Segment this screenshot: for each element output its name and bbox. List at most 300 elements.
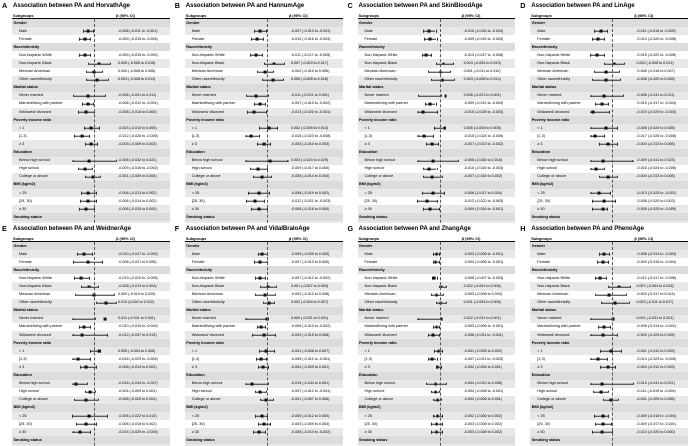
ci-arrow-left-icon	[590, 318, 592, 320]
point-estimate-marker	[605, 78, 608, 81]
estimate-cell: -0.015 (-0.022 to -0.008)	[636, 52, 676, 57]
point-estimate-marker	[85, 111, 88, 114]
subgroup-label: Below high school	[191, 158, 223, 163]
point-estimate-marker	[605, 127, 608, 130]
ci-cap	[620, 78, 621, 81]
subgroup-label: [1,3)	[19, 356, 27, 361]
forest-row	[530, 140, 688, 148]
point-estimate-marker	[96, 78, 99, 81]
panel-header	[2, 224, 171, 234]
forest-rows	[530, 242, 688, 446]
ci-cap	[273, 399, 274, 402]
ci-cap	[85, 143, 86, 146]
subgroup-group-label: Race/ethnicity	[13, 44, 40, 49]
ci-cap	[595, 423, 596, 426]
subgroup-label: Other race/ethnicity	[537, 300, 571, 305]
estimate-cell: -0.005 (-0.022 to 0.013)	[118, 413, 157, 418]
forest-row	[185, 68, 343, 76]
estimate-cell: -0.006 (-0.021 to 0.011)	[118, 93, 157, 98]
panel-body	[185, 234, 343, 446]
subgroup-label: < 1	[19, 125, 25, 130]
forest-row	[530, 173, 688, 181]
subgroup-group-row	[358, 307, 516, 315]
estimate-cell: -0.002 (-0.010 to 0.006)	[290, 69, 330, 74]
subgroup-label: Other race/ethnicity	[19, 300, 52, 305]
ci-cap	[87, 382, 88, 385]
subgroup-label: Non-hispanic Black	[19, 61, 52, 66]
confidence-interval-line	[417, 112, 436, 113]
point-estimate-marker	[263, 293, 266, 296]
ci-cap	[592, 208, 593, 211]
subgroup-label: Non-hispanic Black	[537, 284, 570, 289]
forest-row	[12, 189, 170, 197]
subgroup-label: Married/living with partner	[191, 101, 236, 106]
subgroup-group-label: Smoking status	[531, 437, 561, 442]
forest-row	[12, 92, 170, 100]
ci-cap	[92, 253, 93, 256]
ci-cap	[268, 366, 269, 369]
forest-row	[12, 132, 170, 140]
ci-cap	[257, 326, 258, 329]
forest-row	[12, 347, 170, 355]
subgroup-label: Never married	[19, 316, 44, 321]
column-header	[530, 11, 688, 19]
estimate-cell: -0.009 (-0.023 to 0.005)	[636, 332, 675, 337]
point-estimate-marker	[597, 358, 600, 361]
ci-cap	[271, 176, 272, 179]
point-estimate-marker	[602, 261, 605, 264]
forest-rows	[358, 19, 516, 223]
ci-cap	[599, 176, 600, 179]
forest-row	[12, 68, 170, 76]
ci-cap	[84, 127, 85, 130]
column-header-beta: β (95% CI)	[634, 13, 654, 18]
panel-header	[348, 1, 517, 11]
panel-d	[518, 0, 691, 223]
estimate-cell: -0.003 (-0.015 to 0.008)	[290, 332, 330, 337]
subgroup-group-row	[530, 404, 688, 412]
ci-cap	[633, 382, 634, 385]
point-estimate-marker	[81, 135, 84, 138]
forest-row	[185, 132, 343, 140]
forest-row	[530, 315, 688, 323]
point-estimate-marker	[256, 167, 259, 170]
ci-cap	[268, 95, 269, 98]
point-estimate-marker	[81, 334, 84, 337]
ci-cap	[86, 70, 87, 73]
forest-row	[12, 197, 170, 205]
forest-row	[358, 299, 516, 307]
forest-row	[530, 299, 688, 307]
subgroup-group-row	[358, 181, 516, 189]
ci-cap	[608, 261, 609, 264]
confidence-interval-line	[245, 383, 268, 384]
subgroup-label: Non-hispanic White	[364, 52, 398, 57]
subgroup-label: ≥ 30	[19, 206, 27, 211]
ci-cap	[92, 167, 93, 170]
subgroup-group-row	[12, 339, 170, 347]
ci-cap	[90, 54, 91, 57]
ci-cap	[441, 366, 442, 369]
subgroup-group-row	[12, 372, 170, 380]
panel-body	[358, 234, 516, 446]
ci-arrow-left-icon	[245, 160, 247, 162]
estimate-cell: 0.012 (0.002 to 0.022)	[118, 300, 155, 305]
ci-cap	[598, 326, 599, 329]
column-header	[185, 11, 343, 19]
point-estimate-marker	[601, 382, 604, 385]
ci-cap	[77, 253, 78, 256]
forest-row	[12, 250, 170, 258]
point-estimate-marker	[596, 54, 599, 57]
point-estimate-marker	[425, 54, 428, 57]
subgroup-label: Married/living with partner	[19, 101, 63, 106]
point-estimate-marker	[423, 135, 426, 138]
ci-cap	[436, 30, 437, 33]
forest-row	[358, 428, 516, 436]
subgroup-group-row	[358, 84, 516, 92]
ci-arrow-left-icon	[417, 111, 419, 113]
ci-cap	[608, 285, 609, 288]
subgroup-group-label: Race/ethnicity	[186, 44, 213, 49]
subgroup-label: Non-hispanic White	[537, 275, 571, 280]
subgroup-group-row	[185, 213, 343, 221]
subgroup-label: [25, 30)	[19, 421, 32, 426]
subgroup-group-row	[530, 242, 688, 250]
ci-cap	[74, 135, 75, 138]
subgroup-label: Mexican American	[191, 69, 223, 74]
forest-row	[358, 140, 516, 148]
point-estimate-marker	[607, 175, 610, 178]
forest-row	[12, 363, 170, 371]
forest-row	[530, 132, 688, 140]
confidence-interval-line	[590, 96, 623, 97]
point-estimate-marker	[272, 62, 275, 65]
forest-row	[185, 347, 343, 355]
point-estimate-marker	[602, 415, 605, 418]
point-estimate-marker	[601, 103, 604, 106]
forest-row	[358, 165, 516, 173]
estimate-cell: 0.002 (-0.008 to 0.012)	[636, 61, 674, 66]
subgroup-group-label: Race/ethnicity	[186, 267, 213, 272]
ci-cap	[600, 350, 601, 353]
ci-cap	[441, 95, 442, 98]
ci-cap	[250, 167, 251, 170]
estimate-cell: -0.009 (-0.016 to -0.002)	[118, 166, 158, 171]
subgroup-label: [25, 30)	[19, 198, 32, 203]
column-header-beta: β (95% CI)	[288, 236, 308, 241]
estimate-cell: -0.007 (-0.012 to -0.002)	[290, 275, 331, 280]
ci-cap	[105, 95, 106, 98]
point-estimate-marker	[88, 159, 91, 162]
point-estimate-marker	[436, 366, 439, 369]
ci-cap	[603, 399, 604, 402]
forest-row	[530, 68, 688, 76]
ci-cap	[102, 261, 103, 264]
estimate-cell: -0.007 (-0.011 to -0.003)	[463, 356, 503, 361]
estimate-cell: 0.003 (-0.011 to 0.017)	[636, 300, 674, 305]
confidence-interval-line	[595, 294, 626, 295]
estimate-cell: 0.011 (-0.031 to 0.001)	[118, 316, 156, 321]
estimate-cell: -0.007 (-0.013 to -0.002)	[463, 141, 504, 146]
subgroup-label: ≥ 30	[191, 429, 200, 434]
ci-cap	[255, 390, 256, 393]
subgroup-group-label: Marital status	[531, 85, 557, 90]
subgroup-label: College or above	[364, 397, 394, 402]
ci-cap	[259, 127, 260, 130]
subgroup-group-label: Gender	[359, 20, 373, 25]
subgroup-label: Other race/ethnicity	[537, 77, 571, 82]
ci-cap	[434, 350, 435, 353]
ci-arrow-left-icon	[72, 334, 74, 336]
forest-row	[358, 124, 516, 132]
forest-row	[358, 197, 516, 205]
subgroup-group-row	[185, 339, 343, 347]
subgroup-group-row	[12, 43, 170, 51]
subgroup-group-label: Gender	[531, 20, 546, 25]
point-estimate-marker	[104, 317, 107, 320]
ci-cap	[260, 285, 261, 288]
subgroup-group-row	[358, 116, 516, 124]
point-estimate-marker	[431, 358, 434, 361]
forest-row	[185, 157, 343, 165]
forest-row	[185, 282, 343, 290]
column-header-subgroups: Subgroups	[531, 236, 552, 241]
point-estimate-marker	[74, 382, 77, 385]
ci-arrow-left-icon	[417, 318, 419, 320]
estimate-cell: -0.008 (-0.016 to 0.000)	[290, 206, 330, 211]
subgroup-group-row	[530, 19, 688, 27]
subgroup-label: Married/living with partner	[537, 101, 581, 106]
ci-cap	[606, 277, 607, 280]
subgroup-label: Mexican American	[191, 292, 223, 297]
ci-cap	[442, 431, 443, 434]
confidence-interval-line	[590, 319, 613, 320]
subgroup-label: Male	[19, 251, 28, 256]
subgroup-label: < 1	[364, 125, 370, 130]
estimate-cell: -0.005 (-0.014 to 0.004)	[290, 174, 330, 179]
ci-cap	[73, 95, 74, 98]
ci-cap	[257, 70, 258, 73]
subgroup-group-label: Education	[13, 150, 32, 155]
ci-cap	[262, 78, 263, 81]
subgroup-group-label: Race/ethnicity	[359, 267, 385, 272]
subgroup-group-label: Education	[531, 150, 551, 155]
subgroup-label: Non-hispanic Black	[537, 61, 570, 66]
zero-reference-line	[612, 19, 613, 223]
point-estimate-marker	[85, 208, 88, 211]
panel-f	[173, 223, 346, 446]
ci-cap	[255, 277, 256, 280]
point-estimate-marker	[98, 350, 101, 353]
estimate-cell: -0.008 (-0.020 to 0.003)	[636, 198, 675, 203]
subgroup-group-label: Gender	[13, 243, 27, 248]
estimate-cell: -0.011 (-0.018 to -0.005)	[636, 28, 676, 33]
confidence-interval-line	[418, 96, 440, 97]
estimate-cell: -0.009 (-0.016 to -0.001)	[463, 206, 504, 211]
ci-cap	[422, 192, 423, 195]
panel-letter: E	[2, 224, 7, 233]
subgroup-label: Non-hispanic White	[537, 52, 571, 57]
ci-cap	[453, 62, 454, 65]
subgroup-group-row	[185, 19, 343, 27]
subgroup-label: [25, 30)	[364, 198, 378, 203]
ci-cap	[258, 423, 259, 426]
panel-h	[518, 223, 691, 446]
ci-cap	[434, 127, 435, 130]
point-estimate-marker	[88, 285, 91, 288]
subgroup-label: [1,3)	[364, 133, 373, 138]
column-header	[12, 11, 170, 19]
subgroup-label: Married/living with partner	[364, 101, 408, 106]
forest-row	[12, 315, 170, 323]
subgroup-label: < 1	[364, 348, 370, 353]
ci-arrow-left-icon	[590, 168, 592, 170]
subgroup-label: College or above	[19, 397, 48, 402]
ci-cap	[98, 399, 99, 402]
ci-cap	[99, 127, 100, 130]
ci-cap	[107, 415, 108, 418]
ci-cap	[617, 127, 618, 130]
column-header-subgroups: Subgroups	[185, 13, 207, 18]
ci-cap	[270, 423, 271, 426]
panel-title: Association between PA and VidalBraloAge	[185, 225, 310, 232]
column-header-subgroups: Subgroups	[185, 236, 207, 241]
ci-cap	[431, 423, 432, 426]
estimate-cell: 0.006 (-0.021 to 0.001)	[463, 93, 501, 98]
subgroup-group-row	[12, 242, 170, 250]
subgroup-group-row	[530, 84, 688, 92]
ci-cap	[433, 135, 434, 138]
point-estimate-marker	[253, 200, 256, 203]
forest-row	[358, 157, 516, 165]
subgroup-label: Non-hispanic Black	[364, 284, 398, 289]
point-estimate-marker	[428, 167, 431, 170]
estimate-cell: 0.002 (-0.001 to 0.006)	[463, 284, 501, 289]
subgroup-group-row	[530, 149, 688, 157]
ci-cap	[617, 143, 618, 146]
forest-row	[185, 205, 343, 213]
ci-cap	[590, 54, 591, 57]
panel-body	[530, 11, 688, 223]
column-header-beta: β (95% CI)	[461, 236, 481, 241]
forest-row	[185, 59, 343, 67]
forest-row	[358, 250, 516, 258]
estimate-cell: -0.006 (-0.020 to 0.008)	[636, 77, 675, 82]
estimate-cell: 0.000 (-0.019 to 0.020)	[118, 292, 156, 297]
forest-rows	[12, 242, 170, 446]
ci-cap	[283, 78, 284, 81]
estimate-cell: 0.007 (-0.003 to 0.017)	[290, 61, 329, 66]
subgroup-group-row	[185, 116, 343, 124]
ci-cap	[610, 192, 611, 195]
ci-arrow-left-icon	[590, 334, 592, 336]
subgroup-label: Widowed/ divorced	[191, 109, 224, 114]
subgroup-label: [25, 30)	[537, 198, 551, 203]
subgroup-label: High school	[19, 389, 39, 394]
panel-title: Association between PA and ZhangAge	[358, 225, 471, 232]
zero-reference-line	[440, 19, 441, 223]
panel-letter: C	[347, 1, 353, 10]
confidence-interval-line	[590, 136, 604, 137]
estimate-cell: -0.003 (-0.008 to 0.003)	[463, 292, 503, 297]
ci-cap	[610, 326, 611, 329]
subgroup-label: < 1	[537, 348, 543, 353]
point-estimate-marker	[603, 200, 606, 203]
forest-rows	[530, 19, 688, 223]
column-header-beta: β (95% CI)	[288, 13, 308, 18]
estimate-cell: -0.013 (-0.020 to -0.005)	[118, 275, 158, 280]
estimate-cell: -0.008 (-0.014 to 0.002)	[118, 364, 157, 369]
ci-cap	[601, 301, 602, 304]
column-header	[358, 234, 516, 242]
ci-cap	[264, 200, 265, 203]
subgroup-label: Male	[537, 28, 546, 33]
ci-cap	[623, 95, 624, 98]
subgroup-group-row	[185, 43, 343, 51]
forest-row	[530, 428, 688, 436]
point-estimate-marker	[252, 111, 255, 114]
point-estimate-marker	[434, 390, 437, 393]
estimate-cell: -0.007 (-0.013 to 0.000)	[290, 259, 330, 264]
forest-row	[358, 420, 516, 428]
subgroup-group-label: Smoking status	[359, 437, 388, 442]
ci-cap	[258, 253, 259, 256]
subgroup-group-label: BMI (kg/m2)	[186, 182, 208, 187]
estimate-cell: -0.007 (-0.013 to -0.001)	[290, 28, 331, 33]
subgroup-label: Below high school	[537, 158, 568, 163]
point-estimate-marker	[257, 431, 260, 434]
subgroup-group-label: BMI (kg/m2)	[531, 182, 554, 187]
subgroup-group-label: Education	[359, 373, 378, 378]
ci-arrow-left-icon	[590, 192, 592, 194]
subgroup-label: College or above	[537, 174, 566, 179]
ci-cap	[78, 167, 79, 170]
point-estimate-marker	[429, 208, 432, 211]
subgroup-label: Mexican American	[537, 69, 569, 74]
ci-cap	[431, 54, 432, 57]
estimate-cell: -0.003 (-0.006 to -0.001)	[463, 251, 504, 256]
subgroup-label: Non-hispanic White	[191, 52, 225, 57]
subgroup-label: Never married	[19, 93, 44, 98]
forest-row	[12, 274, 170, 282]
forest-row	[185, 76, 343, 84]
estimate-cell: 0.001 (-0.031 to 0.001)	[636, 316, 674, 321]
subgroup-group-row	[12, 404, 170, 412]
subgroup-label: [1,3)	[191, 356, 200, 361]
forest-row	[358, 388, 516, 396]
forest-row	[185, 189, 343, 197]
ci-cap	[443, 293, 444, 296]
point-estimate-marker	[259, 326, 262, 329]
ci-cap	[442, 176, 443, 179]
estimate-cell: -0.003 (-0.008 to 0.002)	[463, 421, 503, 426]
subgroup-label: Mexican American	[364, 292, 396, 297]
subgroup-label: Male	[364, 251, 373, 256]
panel-header	[520, 1, 689, 11]
ci-cap	[422, 54, 423, 57]
subgroup-label: < 1	[19, 348, 25, 353]
subgroup-label: < 1	[191, 125, 198, 130]
forest-rows	[185, 242, 343, 446]
point-estimate-marker	[429, 103, 432, 106]
ci-arrow-left-icon	[590, 127, 592, 129]
point-estimate-marker	[255, 38, 258, 41]
estimate-cell: -0.004 (-0.013 to 0.005)	[636, 174, 675, 179]
subgroup-label: Mexican American	[19, 69, 51, 74]
subgroup-group-row	[12, 84, 170, 92]
subgroup-group-row	[358, 436, 516, 444]
